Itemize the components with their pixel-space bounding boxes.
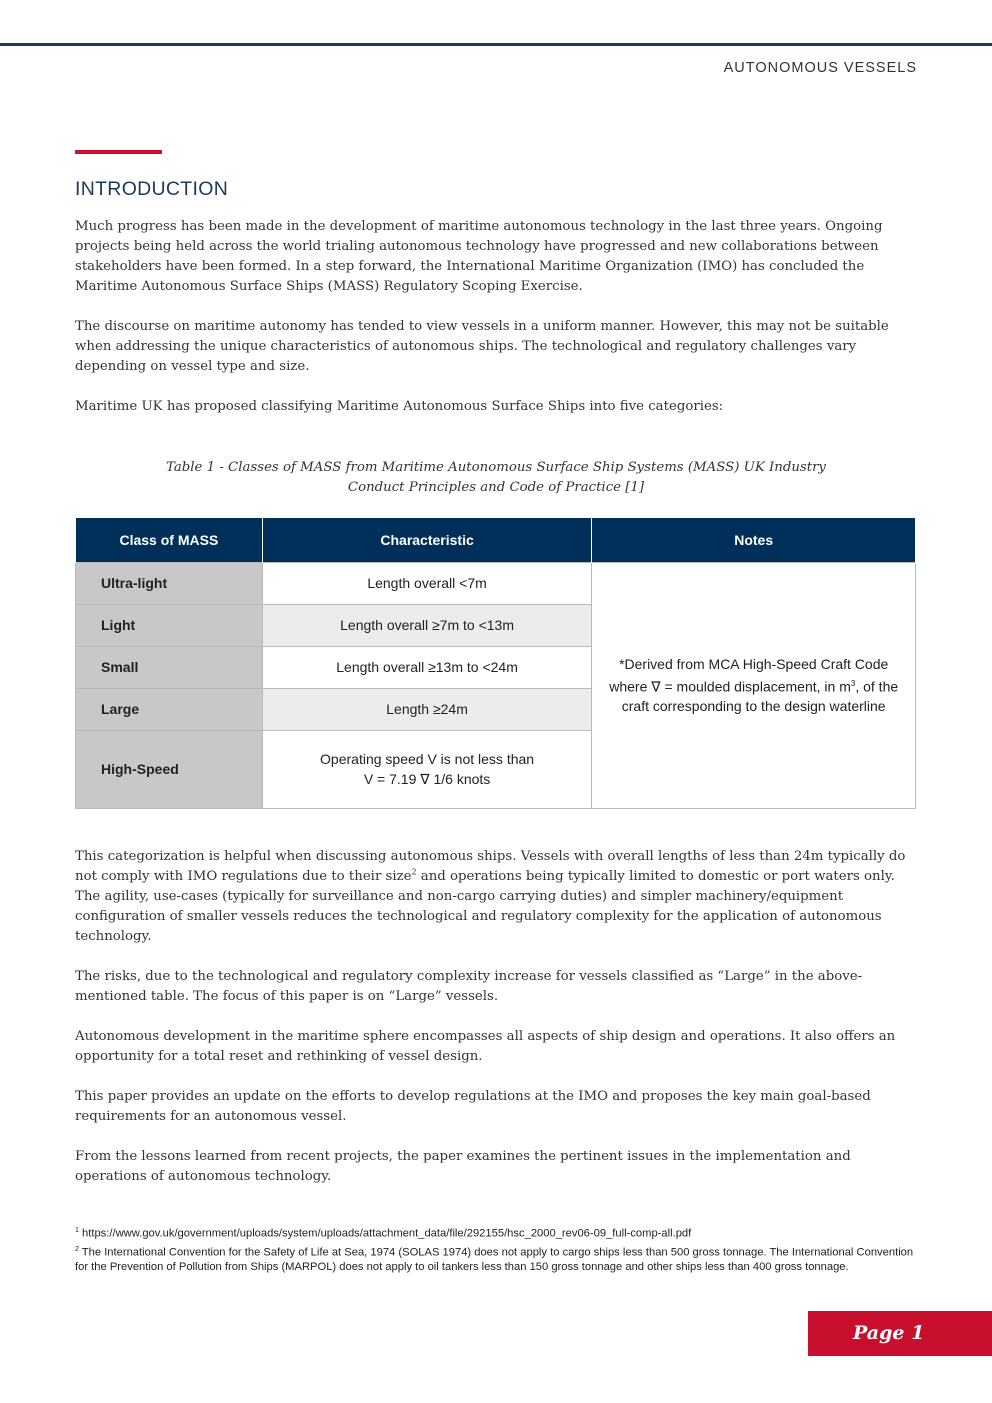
footnotes xyxy=(75,1223,920,1275)
section-accent-bar xyxy=(75,150,162,154)
column-header-class: Class of MASS xyxy=(76,518,263,562)
footnote-1-link[interactable]: https://www.gov.uk/government/uploads/system/uploads/attachment_data/file/292155/hsc_2000_rev06-09_full-comp-all.pdf xyxy=(78,1227,692,1240)
class-cell: Small xyxy=(76,646,263,688)
characteristic-cell: Length overall <7m xyxy=(262,562,592,604)
characteristic-cell xyxy=(262,730,592,808)
table-row xyxy=(76,562,916,604)
characteristic-cell: Length overall ≥7m to <13m xyxy=(262,604,592,646)
notes-text: *Derived from MCA High-Speed Craft Code where ∇ = moulded displacement, in m xyxy=(609,655,889,695)
intro-paragraph-1: Much progress has been made in the development of maritime autonomous technology in the last three years. Ongoing projects being held across the world trialing autonomous technology have progressed and new collaborations between stakeholders have been formed. In a step forward, the International Maritime Organization (IMO) has concluded the Maritime Autonomous Surface Ships (MASS) Regulatory Scoping Exercise. xyxy=(75,219,883,294)
column-header-characteristic: Characteristic xyxy=(262,518,592,562)
characteristic-line-2: V = 7.19 ∇ 1/6 knots xyxy=(363,771,491,787)
characteristic-cell: Length overall ≥13m to <24m xyxy=(262,646,592,688)
footnote-1-mark: 1 xyxy=(75,1227,79,1234)
class-cell: High-Speed xyxy=(76,730,263,808)
column-header-notes: Notes xyxy=(592,518,916,562)
intro-paragraph-2: The discourse on maritime autonomy has tended to view vessels in a uniform manner. However, this may not be suitable when addressing the unique characteristics of autonomous ships. The technological and regulatory challenges vary depending on vessel type and size. xyxy=(75,319,889,374)
class-cell: Large xyxy=(76,688,263,730)
class-cell: Light xyxy=(76,604,263,646)
footnote-ref-2: 2 xyxy=(411,867,417,877)
body-paragraph-5: From the lessons learned from recent projects, the paper examines the pertinent issues in the implementation and operations of autonomous technology. xyxy=(75,1149,851,1184)
footnote-2-text: The International Convention for the Safety of Life at Sea, 1974 (SOLAS 1974) does not apply to cargo ships less than 500 gross tonnage. The International Convention for the Prevention of Pollution from Ships (MARPOL) does not apply to oil tankers less than 150 gross tonnage and other ships less than 400 gross tonnage. xyxy=(75,1246,914,1274)
class-cell: Ultra-light xyxy=(76,562,263,604)
section-title: INTRODUCTION xyxy=(75,178,229,200)
body-paragraph-4: This paper provides an update on the efforts to develop regulations at the IMO and proposes the key main goal-based requirements for an autonomous vessel. xyxy=(75,1089,871,1124)
notes-cell xyxy=(592,562,916,808)
table-caption xyxy=(75,458,917,498)
notes-text-end: , of the craft corresponding to the design waterline xyxy=(621,678,899,715)
characteristic-line-1: Operating speed V is not less than xyxy=(320,751,535,767)
body-paragraph-1-start: This categorization is helpful when discussing autonomous ships. Vessels with overall lengths of less than 24m typically do not comply with IMO regulations due to their size xyxy=(75,849,906,884)
body-paragraph-1-end: and operations being typically limited to domestic or port waters only. The agility, use-cases (typically for surveillance and non-cargo carrying duties) and simpler machinery/equipment configuration of smaller vessels reduces the technological and regulatory complexity for the application of autonomous technology. xyxy=(75,869,895,944)
footnote-2-mark: 2 xyxy=(75,1245,79,1253)
notes-superscript: 3 xyxy=(850,678,856,688)
page-number-tab: Page 1 xyxy=(808,1311,992,1356)
mass-classes-table xyxy=(75,518,916,809)
running-header: AUTONOMOUS VESSELS xyxy=(723,60,917,76)
table-header-row xyxy=(76,518,916,562)
body-paragraph-2: The risks, due to the technological and regulatory complexity increase for vessels classified as “Large” in the above-mentioned table. The focus of this paper is on “Large” vessels. xyxy=(75,969,863,1004)
body-paragraph-1 xyxy=(75,847,920,947)
intro-paragraph-3: Maritime UK has proposed classifying Maritime Autonomous Surface Ships into five categories: xyxy=(75,399,724,414)
table-caption-line-2: Conduct Principles and Code of Practice [1] xyxy=(347,480,645,495)
body-paragraph-3: Autonomous development in the maritime sphere encompasses all aspects of ship design and operations. It also offers an opportunity for a total reset and rethinking of vessel design. xyxy=(75,1029,896,1064)
footnote-1 xyxy=(75,1223,920,1242)
table-caption-line-1: Table 1 - Classes of MASS from Maritime Autonomous Surface Ship Systems (MASS) UK Industry xyxy=(166,460,826,475)
characteristic-cell: Length ≥24m xyxy=(262,688,592,730)
header-rule xyxy=(0,43,992,46)
footnote-2 xyxy=(75,1242,920,1276)
